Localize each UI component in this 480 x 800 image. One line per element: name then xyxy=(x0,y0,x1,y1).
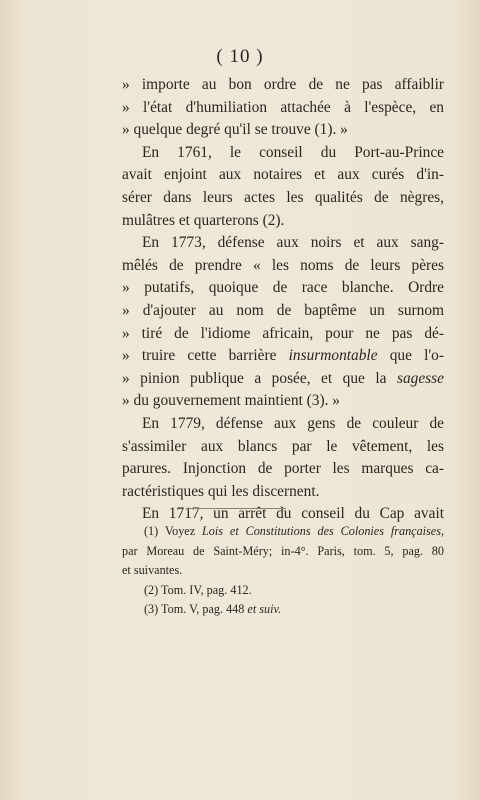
footnote-line: (2) Tom. IV, pag. 412. xyxy=(144,582,252,597)
text-line: » tiré de l'idiome africain, pour ne pas dé- xyxy=(122,324,444,342)
text-line: » putatifs, quoique de race blanche. Ordre xyxy=(122,279,444,297)
text-line: s'assimiler aux blancs par le vêtement, les xyxy=(122,437,444,455)
text-line: » pinion publique a posée, et que la sagesse xyxy=(122,369,444,387)
text-line: » importe au bon ordre de ne pas affaiblir xyxy=(122,76,444,93)
text-line: En 1779, défense aux gens de couleur de xyxy=(142,414,444,432)
footnote-line: par Moreau de Saint-Méry; in-4°. Paris, tom. 5, pag. 80 xyxy=(122,543,444,558)
text-line: mulâtres et quarterons (2). xyxy=(122,211,285,229)
text-line: sérer dans leurs actes les qualités de nègres, xyxy=(122,188,444,206)
footnote-line: (1) Voyez Lois et Constitutions des Colonies françaises, xyxy=(144,524,444,538)
footnote-line: et suivantes. xyxy=(122,563,183,578)
text-line: » quelque degré qu'il se trouve (1). » xyxy=(122,121,348,139)
body-text xyxy=(122,74,444,526)
text-line: » d'ajouter au nom de baptême un surnom xyxy=(122,301,444,319)
text-line: parures. Injonction de porter les marques ca- xyxy=(122,460,444,478)
text-line: » du gouvernement maintient (3). » xyxy=(122,392,340,410)
text-line: En 1761, le conseil du Port-au-Prince xyxy=(142,143,444,161)
text-line: En 1773, défense aux noirs et aux sang- xyxy=(142,234,444,252)
footnote-rule xyxy=(186,508,286,509)
text-line: » truire cette barrière insurmontable que l'o- xyxy=(122,347,444,365)
text-line: avait enjoint aux notaires et aux curés d'in- xyxy=(122,166,444,184)
footnote-line: (3) Tom. V, pag. 448 et suiv. xyxy=(144,602,282,617)
page-number: ( 10 ) xyxy=(216,46,264,67)
text-line: ractéristiques qui les discernent. xyxy=(122,482,320,500)
text-line: » l'état d'humiliation attachée à l'espèce, en xyxy=(122,98,444,116)
text-line: mêlés de prendre « les noms de leurs pères xyxy=(122,256,444,274)
footnotes xyxy=(122,522,444,620)
text-line: En 1717, un arrêt du conseil du Cap avait xyxy=(142,505,444,523)
